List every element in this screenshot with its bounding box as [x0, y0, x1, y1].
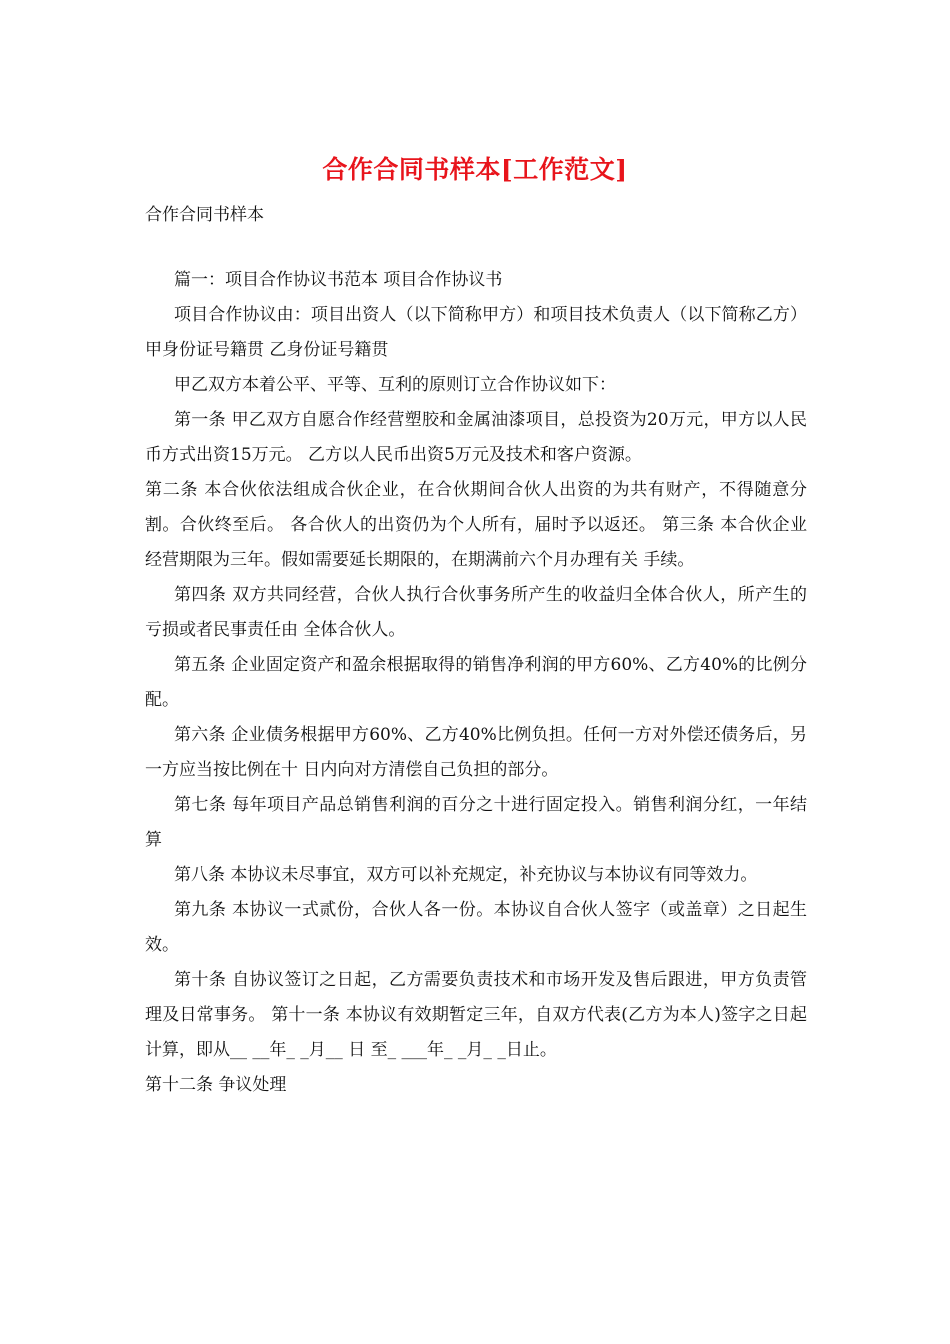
paragraph-article-9: 第九条 本协议一式贰份，合伙人各一份。本协议自合伙人签字（或盖章）之日起生效。: [145, 900, 807, 955]
paragraph-article-8: 第八条 本协议未尽事宜，双方可以补充规定，补充协议与本协议有同等效力。: [174, 865, 758, 885]
paragraph-article-10-11: 第十条 自协议签订之日起，乙方需要负责技术和市场开发及售后跟进，甲方负责管理及日常事务。 第十一条 本协议有效期暂定三年，自双方代表(乙方为本人)签字之日起计算，即从__ __年_ _月__ 日 至_ ___年_ _月_ _日止。: [145, 970, 807, 1060]
document-body: [145, 263, 807, 1103]
paragraph-article-6: 第六条 企业债务根据甲方60%、乙方40%比例负担。任何一方对外偿还债务后，另一方应当按比例在十 日内向对方清偿自己负担的部分。: [145, 725, 807, 780]
paragraph-article-7: 第七条 每年项目产品总销售利润的百分之十进行固定投入。销售利润分红，一年结算: [145, 795, 807, 850]
paragraph-article-12: 第十二条 争议处理: [145, 1075, 287, 1095]
paragraph-principles: 甲乙双方本着公平、平等、互利的原则订立合作协议如下：: [174, 375, 616, 395]
document-subtitle: 合作合同书样本: [145, 205, 264, 225]
paragraph-article-1: 第一条 甲乙双方自愿合作经营塑胶和金属油漆项目，总投资为20万元，甲方以人民币方式出资15万元。 乙方以人民币出资5万元及技术和客户资源。: [145, 410, 807, 465]
paragraph-article-5: 第五条 企业固定资产和盈余根据取得的销售净利润的甲方60%、乙方40%的比例分配。: [145, 655, 807, 710]
paragraph-heading: 篇一：项目合作协议书范本 项目合作协议书: [174, 270, 503, 290]
document-title: 合作合同书样本[工作范文]: [322, 155, 628, 184]
paragraph-article-2-3: 第二条 本合伙依法组成合伙企业，在合伙期间合伙人出资的为共有财产，不得随意分割。合伙终至后。 各合伙人的出资仍为个人所有，届时予以返还。 第三条 本合伙企业经营期限为三年。假如需要延长期限的，在期满前六个月办理有关 手续。: [145, 480, 807, 570]
paragraph-parties: 项目合作协议由：项目出资人（以下简称甲方）和项目技术负责人（以下简称乙方） 甲身份证号籍贯 乙身份证号籍贯: [145, 305, 807, 360]
paragraph-article-4: 第四条 双方共同经营，合伙人执行合伙事务所产生的收益归全体合伙人，所产生的亏损或者民事责任由 全体合伙人。: [145, 585, 807, 640]
